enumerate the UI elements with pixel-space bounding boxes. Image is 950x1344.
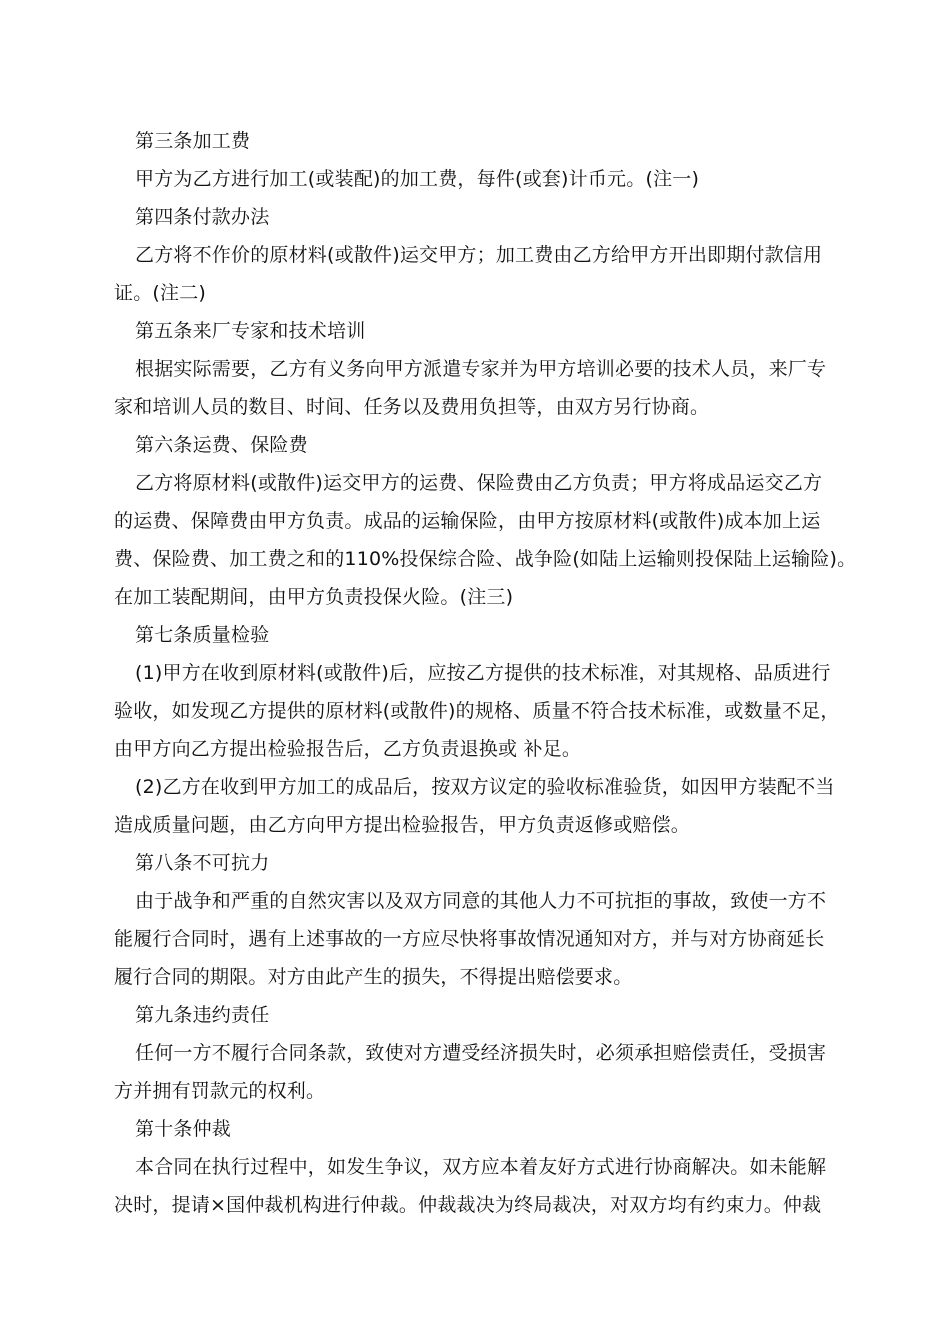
article-8-text-cont: 履行合同的期限。对方由此产生的损失，不得提出赔偿要求。 (114, 966, 633, 988)
article-4-text: 乙方将不作价的原材料(或散件)运交甲方；加工费由乙方给甲方开出即期付款信用 (135, 244, 823, 266)
article-8-text-cont: 能履行合同时，遇有上述事故的一方应尽快将事故情况通知对方，并与对方协商延长 (114, 928, 825, 950)
article-7-item-1-cont: 由甲方向乙方提出检验报告后，乙方负责退换或 补足。 (114, 738, 582, 760)
article-7-item-1-cont: 验收，如发现乙方提供的原材料(或散件)的规格、质量不符合技术标准，或数量不足， (114, 700, 840, 722)
article-9-heading: 第九条违约责任 (135, 1004, 270, 1026)
article-8-heading: 第八条不可抗力 (135, 852, 270, 874)
article-4-heading: 第四条付款办法 (135, 206, 270, 228)
article-5-heading: 第五条来厂专家和技术培训 (135, 320, 366, 342)
document-body (114, 122, 857, 1224)
article-6-heading: 第六条运费、保险费 (135, 434, 308, 456)
article-7-heading: 第七条质量检验 (135, 624, 270, 646)
article-9-text-cont: 方并拥有罚款元的权利。 (114, 1080, 326, 1102)
article-4-text-cont: 证。(注二) (114, 282, 207, 304)
article-6-text: 乙方将原材料(或散件)运交甲方的运费、保险费由乙方负责；甲方将成品运交乙方 (135, 472, 823, 494)
article-3-heading: 第三条加工费 (135, 130, 251, 152)
article-6-text-cont: 的运费、保障费由甲方负责。成品的运输保险，由甲方按原材料(或散件)成本加上运 (114, 510, 821, 532)
article-5-text-cont: 家和培训人员的数目、时间、任务以及费用负担等，由双方另行协商。 (114, 396, 710, 418)
article-10-text-cont: 决时，提请×国仲裁机构进行仲裁。仲裁裁决为终局裁决，对双方均有约束力。仲裁 (114, 1194, 822, 1216)
article-10-text: 本合同在执行过程中，如发生争议，双方应本着友好方式进行协商解决。如未能解 (135, 1156, 827, 1178)
article-10-heading: 第十条仲裁 (135, 1118, 232, 1140)
article-6-text-cont: 费、保险费、加工费之和的110%投保综合险、战争险(如陆上运输则投保陆上运输险)。 (114, 548, 857, 570)
article-6-text-cont: 在加工装配期间，由甲方负责投保火险。(注三) (114, 586, 514, 608)
article-7-item-2-cont: 造成质量问题，由乙方向甲方提出检验报告，甲方负责返修或赔偿。 (114, 814, 691, 836)
article-3-text: 甲方为乙方进行加工(或装配)的加工费，每件(或套)计币元。(注一) (135, 168, 700, 190)
article-7-item-1: (1)甲方在收到原材料(或散件)后，应按乙方提供的技术标准，对其规格、品质进行 (135, 662, 831, 684)
article-9-text: 任何一方不履行合同条款，致使对方遭受经济损失时，必须承担赔偿责任，受损害 (135, 1042, 827, 1064)
article-7-item-2: (2)乙方在收到甲方加工的成品后，按双方议定的验收标准验货，如因甲方装配不当 (135, 776, 835, 798)
article-5-text: 根据实际需要，乙方有义务向甲方派遣专家并为甲方培训必要的技术人员，来厂专 (135, 358, 827, 380)
article-8-text: 由于战争和严重的自然灾害以及双方同意的其他人力不可抗拒的事故，致使一方不 (135, 890, 827, 912)
